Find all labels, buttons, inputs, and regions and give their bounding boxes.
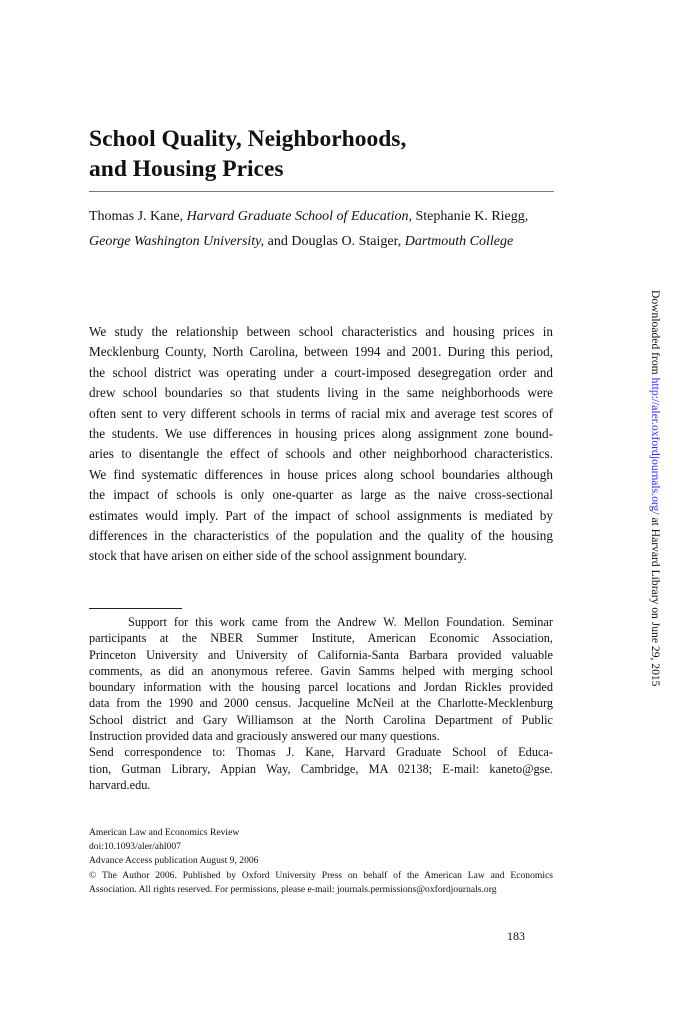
abstract-line: stock that have arisen on either side of the school assignment boundary. [89, 548, 467, 564]
footnote-line: Princeton University and University of California-Santa Barbara provided valuable [89, 647, 553, 662]
footnote [89, 614, 553, 793]
footnote-line: tion, Gutman Library, Appian Way, Cambridge, MA 02138; E-mail: kaneto@gse. [89, 761, 553, 776]
footnote-line: Instruction provided data and graciously answered our many questions. [89, 729, 440, 744]
abstract-line: the impact of schools is only one-quarter as large as the naive cross-sectional [89, 487, 553, 503]
footnote-line: data from the 1990 and 2000 census. Jacqueline McNeil at the Charlotte-Mecklenburg [89, 696, 553, 711]
page-number: 183 [507, 929, 525, 943]
footnote-line: School district and Gary Williamson at the North Carolina Department of Public [89, 712, 553, 727]
publication-info [89, 826, 553, 897]
abstract-line: estimates would imply. Part of the impact of school assignments is mediated by [89, 507, 553, 523]
abstract-line: the school district was operating under a court-imposed desegregation order and [89, 364, 553, 380]
title-line: and Housing Prices [89, 156, 284, 182]
author-affiliation: George Washington University, [89, 234, 265, 249]
author-affiliation: Dartmouth College [404, 234, 514, 249]
abstract-line: We find systematic differences in house prices along school boundaries although [89, 466, 553, 482]
author-name: and Douglas O. Staiger, [264, 234, 405, 249]
download-notice [649, 290, 662, 686]
footnote-line: boundary information with the housing parcel locations and Jordan Rickles provided [89, 680, 553, 695]
footnote-rule [89, 608, 182, 609]
pub-line: Association. All rights reserved. For permissions, please e-mail: journals.permissions@oxfordjournals.org [89, 883, 497, 895]
pub-line: © The Author 2006. Published by Oxford University Press on behalf of the American Law and Economics [89, 869, 553, 881]
author-name: Stephanie K. Riegg, [412, 209, 529, 224]
title-line: School Quality, Neighborhoods, [89, 126, 407, 152]
abstract-line: often sent to very different schools in terms of racial mix and average test scores of [89, 405, 553, 421]
pub-line: American Law and Economics Review [89, 827, 240, 838]
footnote-line: Send correspondence to: Thomas J. Kane, Harvard Graduate School of Educa- [89, 745, 553, 760]
download-prefix: Downloaded from [649, 290, 662, 378]
author-affiliation: Harvard Graduate School of Education, [186, 209, 412, 224]
title-rule [89, 191, 554, 192]
abstract-line: the students. We use differences in housing prices along assignment zone bound- [89, 426, 553, 442]
author-list [89, 204, 559, 254]
abstract-line: We study the relationship between school characteristics and housing prices in [89, 324, 553, 339]
pub-line: doi:10.1093/aler/ahl007 [89, 841, 181, 853]
footnote-line: Support for this work came from the Andrew W. Mellon Foundation. Seminar [128, 615, 553, 629]
abstract-line: drew school boundaries so that students living in the same neighborhoods were [89, 385, 553, 401]
pub-line: Advance Access publication August 9, 2006 [89, 855, 259, 867]
author-name: Thomas J. Kane, [89, 209, 187, 224]
footnote-line: harvard.edu. [89, 777, 151, 792]
abstract-line: Mecklenburg County, North Carolina, between 1994 and 2001. During this period, [89, 344, 553, 360]
journal-link[interactable]: http://aler.oxfordjournals.org/ [649, 377, 662, 515]
abstract-line: aries to disentangle the effect of schools and other neighborhood characteristics. [89, 446, 553, 462]
paper-title [89, 124, 406, 184]
abstract-line: differences in the characteristics of the population and the quality of the housing [89, 528, 553, 544]
footnote-line: participants at the NBER Summer Institute, American Economic Association, [89, 631, 553, 646]
abstract [89, 322, 553, 567]
download-suffix: at Harvard Library on June 29, 2015 [649, 514, 662, 687]
footnote-line: comments, as did an anonymous referee. Gavin Samms helped with merging school [89, 663, 553, 678]
